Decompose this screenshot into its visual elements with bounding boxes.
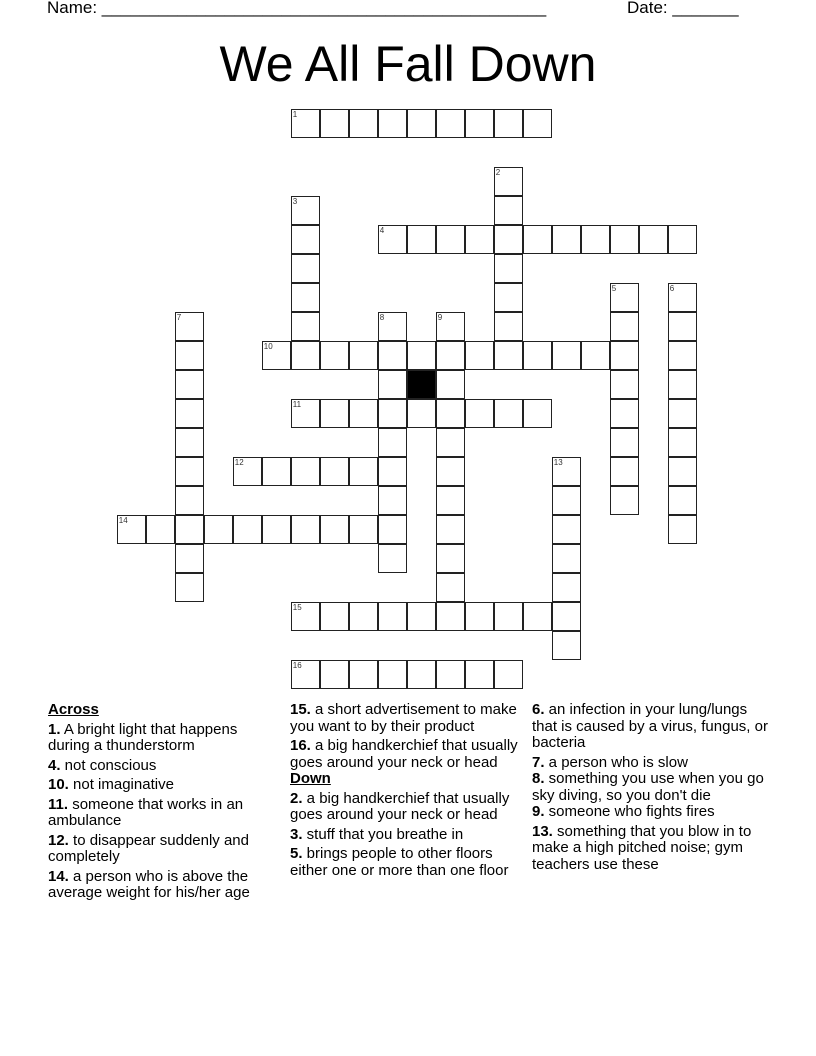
grid-cell[interactable] [291, 254, 320, 283]
grid-cell[interactable] [668, 312, 697, 341]
grid-cell[interactable] [407, 225, 436, 254]
grid-cell[interactable] [494, 283, 523, 312]
grid-cell[interactable] [494, 341, 523, 370]
grid-cell[interactable] [610, 312, 639, 341]
grid-cell[interactable] [436, 428, 465, 457]
clue-down-3 [290, 827, 530, 844]
grid-cell[interactable] [262, 341, 291, 370]
grid-cell[interactable] [175, 428, 204, 457]
grid-cell[interactable] [552, 341, 581, 370]
clue-down-2 [290, 791, 530, 824]
grid-cell[interactable] [523, 225, 552, 254]
grid-cell[interactable] [610, 225, 639, 254]
grid-cell[interactable] [610, 283, 639, 312]
grid-cell[interactable] [436, 515, 465, 544]
clue-text: something you use when you go sky diving, so you don't die [532, 770, 764, 804]
grid-cell[interactable] [291, 196, 320, 225]
grid-cell[interactable] [378, 428, 407, 457]
grid-cell[interactable] [465, 399, 494, 428]
grid-cell[interactable] [349, 660, 378, 689]
grid-cell[interactable] [552, 515, 581, 544]
grid-cell[interactable] [204, 515, 233, 544]
grid-cell[interactable] [610, 457, 639, 486]
grid-cell[interactable] [175, 370, 204, 399]
cell-number: 8 [379, 313, 385, 323]
grid-cell[interactable] [378, 660, 407, 689]
grid-cell[interactable] [610, 370, 639, 399]
clue-text: a big handkerchief that usually goes around your neck or head [290, 789, 510, 823]
grid-cell[interactable] [552, 486, 581, 515]
grid-cell[interactable] [378, 602, 407, 631]
clue-number: 3. [290, 825, 303, 843]
clue-text: an infection in your lung/lungs that is caused by a virus, fungus, or bacteria [532, 701, 768, 751]
grid-cell[interactable] [494, 660, 523, 689]
clue-text: not imaginative [68, 776, 174, 793]
grid-cell[interactable] [436, 544, 465, 573]
grid-cell[interactable] [465, 660, 494, 689]
cell-number: 4 [379, 226, 385, 236]
grid-cell[interactable] [465, 109, 494, 138]
grid-cell[interactable] [291, 109, 320, 138]
grid-cell[interactable] [494, 196, 523, 225]
grid-cell[interactable] [378, 486, 407, 515]
grid-cell[interactable] [494, 399, 523, 428]
grid-cell[interactable] [494, 254, 523, 283]
grid-cell[interactable] [175, 457, 204, 486]
grid-cell[interactable] [378, 544, 407, 573]
grid-cell[interactable] [668, 399, 697, 428]
clue-across-4 [48, 758, 283, 775]
grid-cell[interactable] [291, 399, 320, 428]
grid-cell[interactable] [436, 312, 465, 341]
grid-cell[interactable] [581, 341, 610, 370]
clue-number: 13. [532, 822, 553, 840]
page-title: We All Fall Down [219, 36, 597, 92]
clue-across-15 [290, 702, 530, 735]
grid-cell[interactable] [523, 341, 552, 370]
grid-cell[interactable] [436, 109, 465, 138]
grid-cell[interactable] [494, 167, 523, 196]
grid-cell[interactable] [465, 341, 494, 370]
grid-cell[interactable] [378, 312, 407, 341]
grid-cell[interactable] [320, 341, 349, 370]
grid-cell[interactable] [610, 341, 639, 370]
clue-down-5 [290, 846, 530, 879]
grid-cell[interactable] [320, 399, 349, 428]
grid-cell[interactable] [610, 399, 639, 428]
grid-cell[interactable] [407, 602, 436, 631]
clue-number: 5. [290, 845, 303, 862]
clue-text: someone who fights fires [544, 803, 715, 820]
grid-cell[interactable] [436, 370, 465, 399]
cell-number: 3 [292, 197, 298, 207]
clue-down-13 [532, 824, 772, 874]
clue-number: 12. [48, 831, 69, 849]
cell-number: 13 [553, 458, 563, 468]
clue-across-10 [48, 777, 283, 794]
grid-cell[interactable] [291, 312, 320, 341]
grid-cell[interactable] [436, 573, 465, 602]
cell-number: 1 [292, 110, 298, 120]
clue-text: a short advertisement to make you want to by their product [290, 701, 517, 735]
grid-cell[interactable] [552, 573, 581, 602]
cell-number: 5 [611, 284, 617, 294]
grid-cell[interactable] [668, 283, 697, 312]
grid-cell[interactable] [291, 225, 320, 254]
grid-cell[interactable] [668, 457, 697, 486]
grid-cell[interactable] [291, 602, 320, 631]
grid-cell[interactable] [349, 515, 378, 544]
grid-cell[interactable] [407, 341, 436, 370]
grid-cell[interactable] [349, 399, 378, 428]
grid-cell[interactable] [233, 457, 262, 486]
clue-text: to disappear suddenly and completely [48, 831, 249, 865]
name-field[interactable]: Name: _______________________________________________ [47, 0, 547, 17]
grid-cell[interactable] [320, 602, 349, 631]
cell-number: 9 [437, 313, 443, 323]
grid-cell[interactable] [378, 225, 407, 254]
grid-cell[interactable] [349, 602, 378, 631]
clue-down-8 [532, 771, 772, 804]
clue-number: 6. [532, 701, 545, 718]
clue-number: 4. [48, 756, 61, 774]
across-heading: Across [48, 701, 99, 718]
clue-down-7 [532, 755, 772, 772]
grid-cell[interactable] [146, 515, 175, 544]
grid-cell[interactable] [523, 399, 552, 428]
grid-cell[interactable] [175, 312, 204, 341]
grid-cell[interactable] [320, 457, 349, 486]
grid-cell[interactable] [349, 341, 378, 370]
grid-cell[interactable] [320, 660, 349, 689]
grid-cell[interactable] [175, 399, 204, 428]
clue-text: A bright light that happens during a thunderstorm [48, 720, 238, 754]
clue-number: 1. [48, 720, 61, 738]
grid-cell[interactable] [407, 660, 436, 689]
clue-text: someone that works in an ambulance [48, 795, 244, 829]
cell-number: 6 [669, 284, 675, 294]
grid-cell[interactable] [291, 457, 320, 486]
grid-cell[interactable] [494, 312, 523, 341]
grid-cell[interactable] [610, 428, 639, 457]
grid-cell[interactable] [523, 602, 552, 631]
clue-text: a person who is above the average weight for his/her age [48, 867, 250, 901]
grid-cell[interactable] [436, 399, 465, 428]
grid-cell[interactable] [465, 225, 494, 254]
grid-cell[interactable] [494, 225, 523, 254]
clue-down-9 [532, 804, 772, 821]
clue-down-6 [532, 702, 772, 752]
clues-column-2 [290, 702, 530, 882]
clue-text: stuff that you breathe in [302, 825, 464, 843]
grid-cell[interactable] [291, 660, 320, 689]
grid-cell[interactable] [436, 602, 465, 631]
clue-text: a big handkerchief that usually goes around your neck or head [290, 737, 518, 771]
clue-number: 15. [290, 701, 311, 718]
grid-cell[interactable] [436, 341, 465, 370]
grid-cell[interactable] [291, 283, 320, 312]
clues-column-3 [532, 702, 772, 876]
clue-text: brings people to other floors either one or more than one floor [290, 845, 509, 879]
grid-cell[interactable] [494, 602, 523, 631]
cell-number: 10 [263, 342, 273, 352]
clue-number: 7. [532, 753, 545, 771]
grid-cell[interactable] [407, 399, 436, 428]
cell-number: 11 [292, 400, 302, 410]
cell-number: 16 [292, 661, 302, 671]
clue-number: 9. [532, 803, 545, 820]
grid-cell[interactable] [639, 225, 668, 254]
clues-column-1 [48, 702, 283, 905]
grid-cell[interactable] [465, 602, 494, 631]
grid-cell[interactable] [552, 544, 581, 573]
clue-across-11 [48, 797, 283, 830]
cell-number: 15 [292, 603, 302, 613]
cell-number: 12 [234, 458, 244, 468]
grid-cell[interactable] [175, 573, 204, 602]
grid-cell[interactable] [436, 225, 465, 254]
grid-cell[interactable] [668, 225, 697, 254]
grid-cell[interactable] [320, 515, 349, 544]
grid-cell[interactable] [175, 486, 204, 515]
grid-cell[interactable] [378, 109, 407, 138]
grid-cell[interactable] [378, 515, 407, 544]
grid-cell[interactable] [349, 457, 378, 486]
grid-cell[interactable] [436, 660, 465, 689]
clue-number: 8. [532, 770, 545, 787]
grid-cell[interactable] [552, 602, 581, 631]
clue-number: 16. [290, 737, 311, 754]
grid-cell[interactable] [378, 399, 407, 428]
grid-cell[interactable] [407, 109, 436, 138]
grid-cell[interactable] [668, 370, 697, 399]
grid-cell[interactable] [668, 428, 697, 457]
grid-cell[interactable] [552, 631, 581, 660]
clue-across-14 [48, 869, 283, 902]
clue-text: a person who is slow [544, 753, 688, 771]
grid-cell[interactable] [610, 486, 639, 515]
clue-across-1 [48, 722, 283, 755]
clue-text: not conscious [60, 756, 157, 774]
clue-number: 10. [48, 776, 69, 793]
cell-number: 2 [495, 168, 501, 178]
cell-number: 7 [176, 313, 182, 323]
grid-cell[interactable] [175, 341, 204, 370]
grid-cell[interactable] [552, 225, 581, 254]
grid-cell[interactable] [291, 341, 320, 370]
grid-cell[interactable] [668, 486, 697, 515]
clue-number: 11. [48, 795, 69, 813]
date-field[interactable]: Date: _______ [627, 0, 739, 17]
grid-cell[interactable] [175, 544, 204, 573]
grid-cell[interactable] [436, 486, 465, 515]
grid-cell[interactable] [233, 515, 262, 544]
grid-cell[interactable] [320, 109, 349, 138]
black-cell [407, 370, 436, 399]
grid-cell[interactable] [552, 457, 581, 486]
down-heading: Down [290, 770, 331, 787]
grid-cell[interactable] [262, 457, 291, 486]
clue-across-12 [48, 833, 283, 866]
grid-cell[interactable] [668, 515, 697, 544]
grid-cell[interactable] [349, 109, 378, 138]
grid-cell[interactable] [436, 457, 465, 486]
grid-cell[interactable] [523, 109, 552, 138]
grid-cell[interactable] [378, 341, 407, 370]
grid-cell[interactable] [668, 341, 697, 370]
clue-number: 2. [290, 789, 303, 807]
grid-cell[interactable] [291, 515, 320, 544]
grid-cell[interactable] [378, 457, 407, 486]
grid-cell[interactable] [378, 370, 407, 399]
grid-cell[interactable] [494, 109, 523, 138]
grid-cell[interactable] [175, 515, 204, 544]
grid-cell[interactable] [581, 225, 610, 254]
clue-number: 14. [48, 867, 69, 885]
grid-cell[interactable] [117, 515, 146, 544]
cell-number: 14 [118, 516, 128, 526]
clue-across-16 [290, 738, 530, 771]
grid-cell[interactable] [262, 515, 291, 544]
clue-text: something that you blow in to make a high pitched noise; gym teachers use these [532, 822, 752, 873]
